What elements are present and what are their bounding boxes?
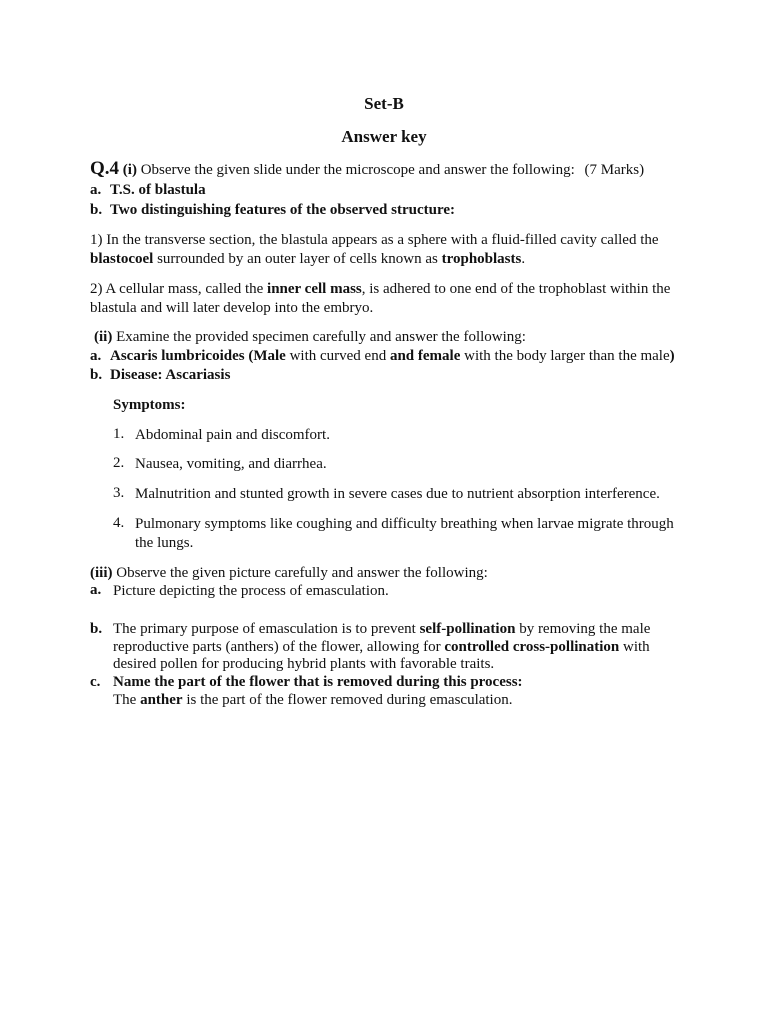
answer-text: Picture depicting the process of emasculation. bbox=[113, 583, 389, 599]
species-name: Ascaris lumbricoides (Male bbox=[110, 348, 286, 364]
question-number: Q.4 bbox=[90, 158, 120, 179]
q4-part-i-prompt bbox=[90, 159, 690, 180]
answer-text: T.S. of blastula bbox=[110, 182, 206, 198]
part-i-prompt-text: Observe the given slide under the microscope and answer the following: bbox=[140, 162, 575, 178]
part-iii-label: (iii) bbox=[90, 565, 113, 581]
item-marker: b. bbox=[90, 621, 103, 637]
trophoblasts-term: trophoblasts bbox=[441, 251, 522, 267]
item-marker: b. bbox=[90, 367, 103, 383]
male-description: with curved end bbox=[285, 348, 390, 364]
item-marker: a. bbox=[90, 182, 102, 198]
symptom-text: Abdominal pain and discomfort. bbox=[135, 427, 330, 443]
answer-c-start: The bbox=[113, 692, 141, 708]
female-description: with the body larger than the male bbox=[460, 348, 670, 364]
cross-pollination-term: controlled cross-pollination bbox=[444, 638, 620, 655]
list-number: 4. bbox=[113, 515, 125, 531]
self-pollination-term: self-pollination bbox=[419, 621, 516, 637]
part-i-answer-b bbox=[90, 201, 690, 220]
feature-1-period: . bbox=[521, 251, 526, 267]
symptoms-heading: Symptoms: bbox=[113, 397, 186, 413]
inner-cell-mass-term: inner cell mass bbox=[267, 281, 362, 297]
item-marker: b. bbox=[90, 202, 103, 218]
purpose-text-cont: by removing the male reproductive parts (anthers) of the flower, allowing for bbox=[113, 621, 651, 655]
list-number: 1. bbox=[113, 426, 125, 442]
part-iii-prompt-text: Observe the given picture carefully and answer the following: bbox=[116, 565, 488, 581]
purpose-text-end: with desired pollen for producing hybrid plants with favorable traits. bbox=[113, 638, 650, 672]
closing-paren: ) bbox=[669, 348, 675, 364]
feature-1-text-cont: surrounded by an outer layer of cells known as bbox=[153, 251, 442, 267]
anther-term: anther bbox=[140, 692, 183, 708]
feature-1-paragraph bbox=[90, 231, 690, 269]
feature-2-text-cont: , is adhered to one end of the trophoblast within the blastula and will later develop into the embryo. bbox=[90, 281, 671, 316]
item-marker: a. bbox=[90, 582, 102, 598]
part-ii-answer-b bbox=[90, 366, 690, 385]
marks-label: (7 Marks) bbox=[584, 162, 645, 178]
female-term: and female bbox=[389, 348, 461, 364]
item-marker: a. bbox=[90, 348, 102, 364]
feature-1-text: 1) In the transverse section, the blastula appears as a sphere with a fluid-filled cavity called the bbox=[90, 232, 659, 248]
answer-c-text bbox=[113, 692, 693, 710]
answer-text: Two distinguishing features of the observed structure: bbox=[110, 202, 455, 218]
list-number: 2. bbox=[113, 455, 125, 471]
q4-part-ii-prompt bbox=[94, 328, 694, 347]
question-c-text: Name the part of the flower that is removed during this process: bbox=[113, 674, 523, 690]
feature-2-paragraph bbox=[90, 280, 680, 318]
item-marker: c. bbox=[90, 674, 101, 690]
feature-2-text: 2) A cellular mass, called the bbox=[90, 281, 268, 297]
purpose-text: The primary purpose of emasculation is to prevent bbox=[113, 621, 420, 637]
part-ii-answer-a bbox=[90, 347, 690, 366]
page-title: Answer key bbox=[341, 127, 427, 146]
q4-part-iii-prompt bbox=[90, 564, 690, 583]
part-ii-label: (ii) bbox=[94, 329, 113, 345]
blastocoel-term: blastocoel bbox=[90, 251, 154, 267]
emasculation-purpose-text bbox=[113, 621, 668, 674]
disease-name: Disease: Ascariasis bbox=[110, 367, 231, 383]
symptom-text: Nausea, vomiting, and diarrhea. bbox=[135, 456, 327, 472]
part-ii-prompt-text: Examine the provided specimen carefully and answer the following: bbox=[116, 329, 526, 345]
set-heading: Set-B bbox=[364, 94, 404, 113]
part-i-label: (i) bbox=[122, 162, 137, 178]
symptom-text: Pulmonary symptoms like coughing and difficulty breathing when larvae migrate through the lungs. bbox=[135, 516, 674, 551]
part-i-answer-a bbox=[90, 181, 690, 200]
answer-c-end: is the part of the flower removed during emasculation. bbox=[182, 692, 513, 708]
symptom-text: Malnutrition and stunted growth in severe cases due to nutrient absorption interference. bbox=[135, 486, 660, 502]
list-number: 3. bbox=[113, 485, 125, 501]
